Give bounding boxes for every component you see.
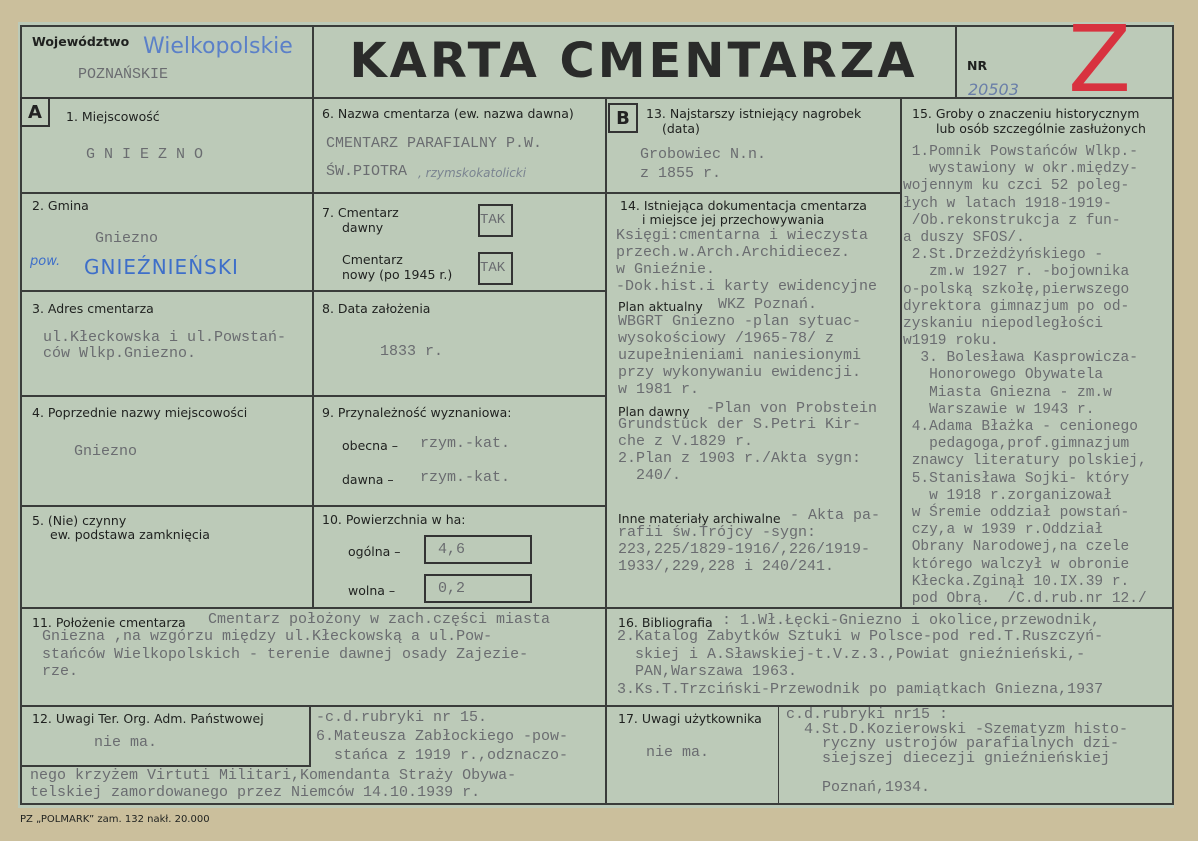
field-3-label: 3. Adres cmentarza [32,301,154,316]
text-line: Miasta Gniezna - zm.w [903,384,1112,401]
field-15-graves [903,144,1147,608]
text-line: ryczny ustrojów parafialnych dzi- [786,735,1120,752]
text-line: pedagoga,prof.gimnazjum [903,436,1130,453]
field-9-former-label: dawna – [342,472,394,487]
section-b-marker: B [608,103,638,133]
text-line: 5.Stanisława Sojki- który [903,470,1130,487]
text-line: -Dok.hist.i karty ewidencyjne [616,278,878,295]
field-17-text [786,708,1128,795]
nr-value: 20503 [968,80,1019,99]
text-line: telskiej zamordowanego przez Niemców 14.10.1939 r. [30,784,481,801]
field-14-plan-old-label: Plan dawny [618,404,690,419]
field-14-plan-old [618,416,861,484]
text-line: dyrektora gimnazjum po od- [903,298,1130,315]
text-line: 4.Adama Błażka - cenionego [903,419,1138,435]
field-3-value [43,330,286,362]
text-line: Grundstück der S.Petri Kir- [618,416,862,433]
field-15-label-1: 15. Groby o znaczeniu historycznym [912,106,1140,121]
text-line: przy wykonywaniu ewidencji. [618,364,862,381]
field-5-label-2: ew. podstawa zamknięcia [50,527,210,542]
text-line: a duszy SFOS/. [903,229,1025,246]
field-7-new-label-2: nowy (po 1945 r.) [342,267,453,282]
text-line: 1.Pomnik Powstańców Wlkp.- [903,144,1138,160]
field-10-free-label: wolna – [348,583,396,598]
text-line: ców Wlkp.Gniezno. [43,345,197,362]
text-line: 2.St.Drzeżdżyńskiego - [903,247,1104,264]
field-14-label-1: 14. Istniejąca dokumentacja cmentarza [620,198,867,213]
text-line: 3. Bolesława Kasprowicza- [903,350,1138,367]
field-12-label: 12. Uwagi Ter. Org. Adm. Państwowej [32,711,264,726]
text-line: rafii św.Trójcy -sygn: [618,524,817,541]
text-line: rze. [42,663,79,680]
section-a-marker: A [20,97,50,127]
text-line: stańców Wielkopolskich - terenie dawnej osady Zajezie- [42,645,529,663]
text-line: Warszawie w 1943 r. [903,401,1095,418]
field-8-value: 1833 r. [380,343,444,360]
field-10-total-value: 4,6 [424,535,532,564]
text-line: ul.Kłeckowska i ul.Powstań- [43,329,287,346]
text-line: w1919 roku. [903,333,999,350]
text-line: Gniezna ,na wzgórzu między ul.Kłeckowską a ul.Pow- [42,628,493,645]
text-line: 4.St.D.Kozierowski -Szematyzm histo- [786,720,1129,738]
field-6-line-2: ŚW.PIOTRA [326,163,408,180]
text-line: pod Obrą. /C.d.rub.nr 12./ [903,590,1147,607]
field-11-text [42,628,528,681]
field-7-new-label-1: Cmentarz [342,252,403,267]
field-9-label: 9. Przynależność wyznaniowa: [322,405,512,420]
text-line: Honorowego Obywatela [903,367,1104,384]
field-6-handwritten: , rzymskokatolicki [418,166,527,180]
text-line: wojennym ku czci 52 poleg- [903,178,1130,195]
voivodeship-typed: POZNAŃSKIE [78,66,169,83]
field-1-label: 1. Miejscowość [66,109,160,124]
text-line: w 1981 r. [618,381,700,398]
field-16-text [617,628,1103,698]
field-14-label-2: i miejsce jej przechowywania [642,212,825,227]
text-line: wysokościowy /1965-78/ z [618,330,835,347]
text-line: siejszej diecezji gnieźnieńskiej [786,749,1111,767]
nr-label: NR [967,58,988,73]
text-line: 223,225/1829-1916/,226/1919- [618,541,871,558]
text-line: Kłecka.Zginął 10.IX.39 r. [903,573,1130,590]
text-line: Poznań,1934. [786,778,931,796]
field-11-first-line: Cmentarz położony w zach.części miasta [208,611,551,628]
printer-footer: PZ „POLMARK” zam. 132 nakł. 20.000 [20,814,210,825]
field-9-current-label: obecna – [342,438,398,453]
field-16-first-line: : 1.Wł.Łęcki-Gniezno i okolice,przewodnik, [722,612,1101,629]
field-14-plan-current-label: Plan aktualny [618,299,703,314]
field-4-label: 4. Poprzednie nazwy miejscowości [32,405,248,420]
text-line: w Śremie oddział powstań- [903,504,1130,521]
field-13-label-2: (data) [662,121,700,136]
text-line: PAN,Warszawa 1963. [617,663,798,680]
field-5-label-1: 5. (Nie) czynny [32,513,127,528]
field-14-documents [616,227,877,295]
text-line: Księgi:cmentarna i wieczysta [616,227,869,244]
field-10-label: 10. Powierzchnia w ha: [322,512,466,527]
field-8-label: 8. Data założenia [322,301,431,316]
page-title: KARTA CMENTARZA [349,33,918,89]
field-2-handwritten-prefix: pow. [30,254,61,269]
text-line: /Ob.rekonstrukcja z fun- [903,212,1121,229]
field-2-value: Gniezno [95,230,159,247]
field-6-line-1: CMENTARZ PARAFIALNY P.W. [326,135,543,152]
field-13-label-1: 13. Najstarszy istniejący nagrobek [646,106,862,121]
field-4-value: Gniezno [74,443,138,460]
field-17-label: 17. Uwagi użytkownika [618,711,762,726]
text-line: którego walczył w obronie [903,556,1130,573]
text-line: Grobowiec N.n. [640,146,767,163]
text-line: 240/. [618,467,682,484]
text-line: che z V.1829 r. [618,433,754,450]
field-7-old-label-2: dawny [342,220,384,235]
text-line: 1933/,229,228 i 240/241. [618,558,835,575]
text-line: 2.Katalog Zabytków Sztuki w Polsce-pod red.T.Ruszczyń- [617,628,1104,645]
field-1-value: G N I E Z N O [86,146,204,163]
text-line: stańca z 1919 r.,odznaczo- [316,747,569,764]
text-line: 6.Mateusza Zabłockiego -pow- [316,728,569,745]
text-line: c.d.rubryki nr15 : [786,706,949,723]
field-7-old-label-1: 7. Cmentarz [322,205,399,220]
field-2-handwritten: GNIEŹNIEŃSKI [84,255,239,279]
field-12-value: nie ma. [94,734,158,751]
text-line: w 1918 r.zorganizował [903,487,1112,504]
field-12-continuation-full [30,767,516,801]
field-14-other [618,524,870,575]
text-line: przech.w.Arch.Archidiecez. [616,244,851,261]
text-line: uzupełnieniami naniesionymi [618,347,862,364]
field-10-total-label: ogólna – [348,544,401,559]
text-line: zyskaniu niepodległości [903,315,1104,332]
voivodeship-stamp: Wielkopolskie [143,34,293,59]
text-line: Obrany Narodowej,na czele [903,539,1130,556]
field-9-former-value: rzym.-kat. [420,469,511,486]
field-17-divider [778,705,779,805]
field-7-old-value: TAK [478,204,513,237]
field-9-current-value: rzym.-kat. [420,435,511,452]
field-15-label-2: lub osób szczególnie zasłużonych [936,121,1146,136]
field-2-label: 2. Gmina [32,198,89,213]
field-17-value: nie ma. [646,744,710,761]
text-line: o-polską szkołę,pierwszego [903,281,1130,298]
text-line: czy,a w 1939 r.Oddział [903,522,1104,539]
text-line: z 1855 r. [640,165,722,182]
field-13-value [640,145,766,183]
field-16-label: 16. Bibliografia [618,615,713,630]
field-14-other-label: Inne materiały archiwalne [618,511,781,526]
field-14-plan-current-first: WKZ Poznań. [718,296,818,313]
text-line: skiej i A.Sławskiej-t.V.z.3.,Powiat gnieźnieński,- [617,645,1086,663]
text-line: wystawiony w okr.między- [903,161,1138,178]
field-6-label: 6. Nazwa cmentarza (ew. nazwa dawna) [322,106,574,121]
field-7-new-value: TAK [478,252,513,285]
text-line: 2.Plan z 1903 r./Akta sygn: [618,450,862,467]
field-14-plan-current [618,313,861,398]
text-line: nego krzyżem Virtuti Militari,Komendanta Straży Obywa- [30,767,517,784]
voivodeship-label: Województwo [32,34,130,49]
text-line: łych w latach 1918-1919- [903,195,1112,212]
text-line: -c.d.rubryki nr 15. [316,709,488,726]
field-11-label: 11. Położenie cmentarza [32,615,186,630]
text-line: 3.Ks.T.Trzciński-Przewodnik po pamiątkach Gniezna,1937 [617,680,1104,698]
red-z-mark: Z [1068,6,1132,113]
text-line: znawcy literatury polskiej, [903,453,1147,470]
field-10-free-value: 0,2 [424,574,532,603]
field-12-continuation [316,708,568,765]
text-line: zm.w 1927 r. -bojownika [903,264,1130,281]
text-line: WBGRT Gniezno -plan sytuac- [618,313,862,330]
field-14-other-first: - Akta pa- [790,507,881,524]
field-14-plan-old-first: -Plan von Probstein [706,400,878,417]
text-line: w Gnieźnie. [616,261,716,278]
